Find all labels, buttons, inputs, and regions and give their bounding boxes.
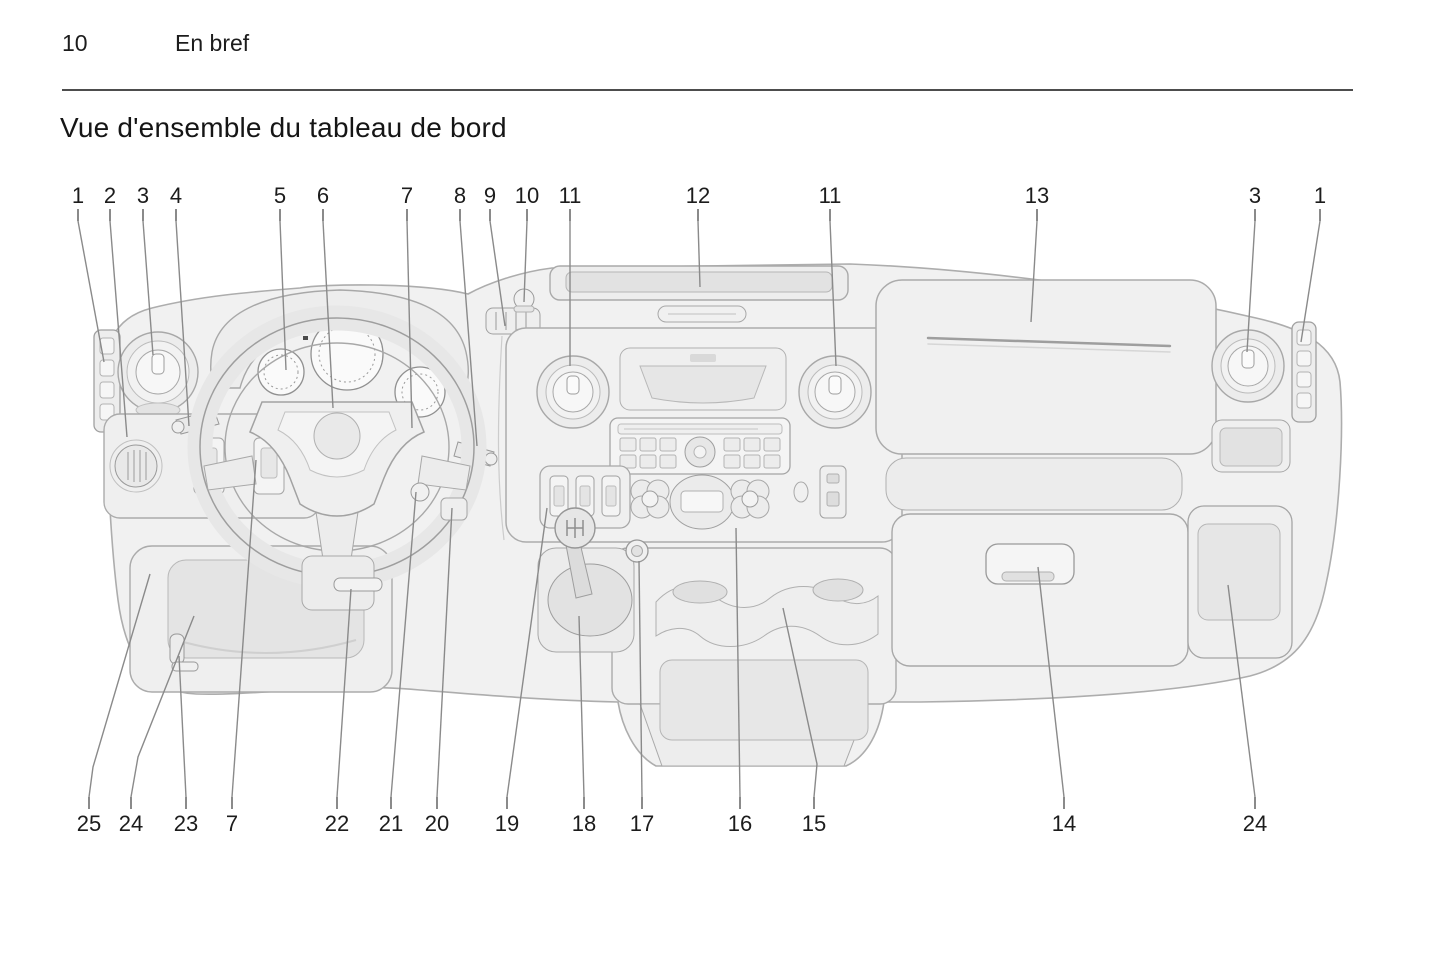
page-number: 10 [62,30,88,56]
callout-number: 18 [571,811,597,836]
callout-number: 21 [378,811,404,836]
callout-number: 10 [514,183,540,208]
callout-bottom-25 [77,574,150,836]
passenger-panel [876,280,1216,454]
callout-number: 15 [801,811,827,836]
callout-number: 3 [1248,183,1262,208]
center-console [612,548,896,766]
callout-number: 9 [483,183,497,208]
center-right-vent [799,356,871,428]
callout-number: 17 [629,811,655,836]
page-title: Vue d'ensemble du tableau de bord [60,112,507,143]
callout-number: 5 [273,183,287,208]
callout-number: 2 [103,183,117,208]
callout-top-1 [1301,183,1326,342]
right-cubby [1212,420,1290,472]
callout-number: 14 [1051,811,1077,836]
callout-number: 11 [818,183,842,208]
center-left-vent [537,356,609,428]
steering-column [302,556,382,610]
radio-unit [610,418,790,474]
callout-number: 1 [71,183,85,208]
callout-number: 12 [685,183,711,208]
right-demist-vent [1292,322,1316,422]
callout-number: 11 [558,183,582,208]
callout-number: 4 [169,183,183,208]
callout-number: 1 [1313,183,1327,208]
glovebox [886,458,1188,666]
callout-number: 7 [225,811,239,836]
callout-number: 19 [494,811,520,836]
right-lower-bin [1188,506,1292,658]
callout-number: 24 [118,811,144,836]
section-title: En bref [175,30,250,56]
cigarette-lighter [626,540,648,562]
callout-number: 7 [400,183,414,208]
leader-line [78,221,104,362]
callout-number: 16 [727,811,753,836]
callout-number: 24 [1242,811,1268,836]
callout-number: 25 [76,811,102,836]
callout-number: 8 [453,183,467,208]
callout-number: 22 [324,811,350,836]
callout-top-1 [72,183,104,362]
callout-number: 20 [424,811,450,836]
callout-number: 3 [136,183,150,208]
callout-number: 23 [173,811,199,836]
callout-number: 6 [316,183,330,208]
callout-number: 13 [1024,183,1050,208]
card-slot [820,466,846,518]
center-shelf [620,348,786,410]
